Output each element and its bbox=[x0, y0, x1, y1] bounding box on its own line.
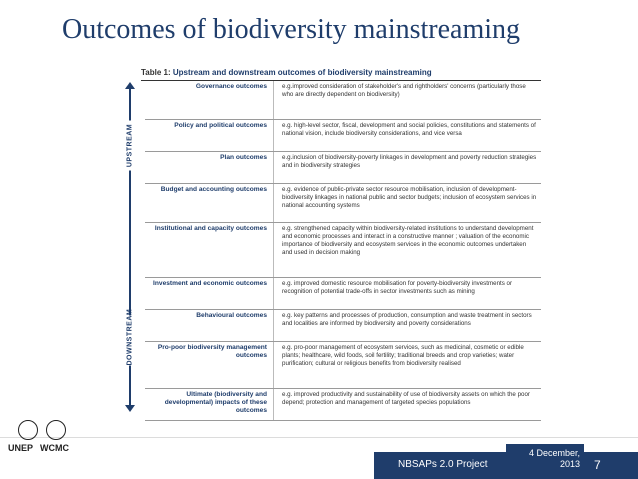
arrow-down-icon bbox=[125, 405, 135, 412]
table-row bbox=[145, 81, 541, 120]
row-description: e.g. key patterns and processes of production, consumption and waste treatment in sectors and localities are informed by biodiversity and poverty considerations bbox=[273, 310, 541, 341]
row-label: Plan outcomes bbox=[220, 154, 267, 161]
row-label: Investment and economic outcomes bbox=[153, 280, 267, 287]
logos bbox=[8, 420, 98, 460]
row-label: Institutional and capacity outcomes bbox=[154, 225, 267, 232]
table-caption-text: Upstream and downstream outcomes of biodiversity mainstreaming bbox=[172, 68, 432, 77]
row-description: e.g. improved productivity and sustainability of use of biodiversity assets on which the poor depend; protection and management of targeted species populations bbox=[273, 389, 541, 420]
downstream-label: DOWNSTREAM bbox=[126, 308, 134, 366]
table-row bbox=[145, 120, 541, 152]
table-row bbox=[145, 310, 541, 342]
slide-title: Outcomes of biodiversity mainstreaming bbox=[62, 14, 521, 45]
arrow-up-icon bbox=[125, 82, 135, 89]
footer-date: 4 December, 2013 bbox=[528, 448, 580, 470]
table-caption bbox=[141, 68, 432, 77]
footer-project: NBSAPs 2.0 Project bbox=[398, 459, 488, 470]
table-row bbox=[145, 184, 541, 223]
table-rows bbox=[145, 81, 541, 421]
unep-logo-icon bbox=[18, 420, 38, 440]
table-row bbox=[145, 223, 541, 278]
page-number: 7 bbox=[594, 458, 601, 472]
table-row bbox=[145, 152, 541, 184]
row-label: Governance outcomes bbox=[195, 83, 267, 90]
table-row bbox=[145, 278, 541, 310]
wcmc-logo-text: WCMC bbox=[40, 443, 69, 453]
table-row bbox=[145, 389, 541, 421]
row-description: e.g. strengthened capacity within biodiversity-related institutions to understand development and economic processes and interact in a constructive manner ; valuation of the economic importance of biodiversity and ecosystem services in the economic outcomes undertaken and used in decision making bbox=[273, 223, 541, 277]
row-label: Behavioural outcomes bbox=[196, 312, 267, 319]
row-description: e.g. pro-poor management of ecosystem services, such as medicinal, cosmetic or edible plants; healthcare, wild foods, soil fertility; traditional breeds and crop varieties; water purification; cultural or religious benefits from biodiversity realised bbox=[273, 342, 541, 388]
unep-logo-text: UNEP bbox=[8, 443, 34, 453]
table-row bbox=[145, 342, 541, 389]
row-description: e.g. improved domestic resource mobilisation for poverty-biodiversity investments or recognition of potential trade-offs in sector investments such as mining bbox=[273, 278, 541, 309]
table-number: Table 1: bbox=[141, 68, 171, 77]
wcmc-logo-icon bbox=[46, 420, 66, 440]
row-label: Policy and political outcomes bbox=[174, 122, 267, 129]
row-description: e.g.inclusion of biodiversity-poverty linkages in development and poverty reduction strategies and in biodiversity strategies bbox=[273, 152, 541, 183]
upstream-label: UPSTREAM bbox=[127, 121, 134, 171]
upstream-downstream-arrow bbox=[123, 82, 137, 412]
outcomes-table bbox=[123, 64, 541, 415]
row-description: e.g.improved consideration of stakeholder's and rightholders' concerns (particularly those who are directly dependent on biodiversity) bbox=[273, 81, 541, 119]
row-label: Pro-poor biodiversity management outcomes bbox=[157, 344, 267, 360]
row-label: Ultimate (biodiversity and developmental) impacts of these outcomes bbox=[164, 391, 267, 415]
row-description: e.g. evidence of public-private sector resource mobilisation, inclusion of development-biodiversity linkages in national public and sector budgets; inclusion of ecosystem services in national accounting systems bbox=[273, 184, 541, 222]
row-label: Budget and accounting outcomes bbox=[160, 186, 267, 193]
row-description: e.g. high-level sector, fiscal, development and social policies, constitutions and statements of national vision, include biodiversity considerations, and vice versa bbox=[273, 120, 541, 151]
